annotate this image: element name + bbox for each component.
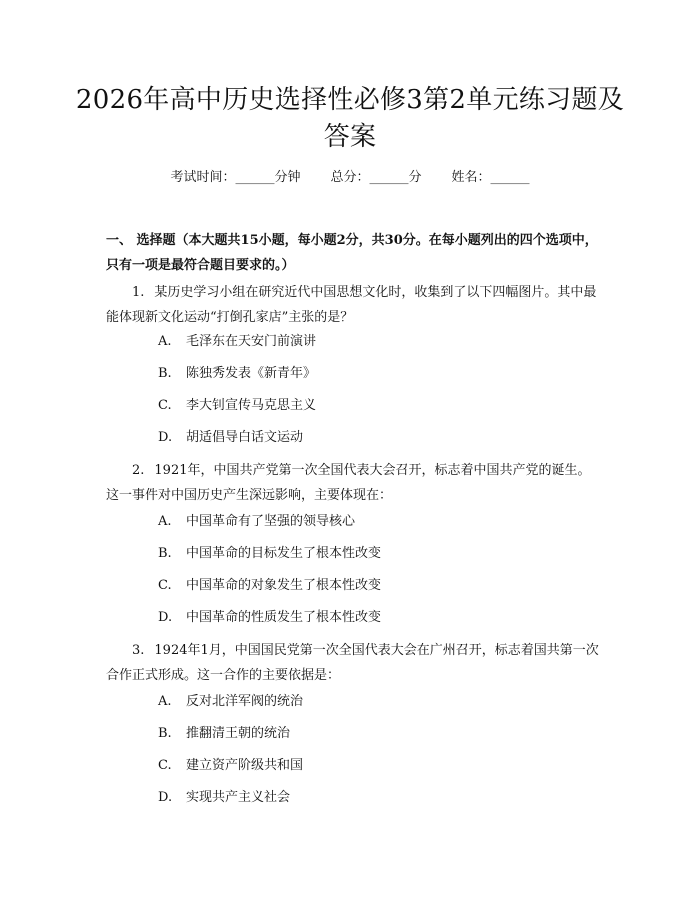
question-3-option-a xyxy=(158,693,588,711)
question-2-option-b xyxy=(158,545,588,563)
option-letter: C. xyxy=(158,758,172,773)
option-text: 反对北洋军阀的统治 xyxy=(186,694,304,709)
option-letter: D. xyxy=(158,790,173,805)
option-text: 毛泽东在天安门前演讲 xyxy=(186,334,317,349)
question-2-option-d xyxy=(158,609,588,627)
question-1 xyxy=(106,280,600,330)
option-letter: C. xyxy=(158,578,172,593)
option-letter: B. xyxy=(158,546,172,561)
question-1-option-b xyxy=(158,365,588,383)
question-1-option-c xyxy=(158,397,588,415)
exam-time-field: 考试时间：______分钟 xyxy=(170,170,301,185)
question-3-option-c xyxy=(158,757,588,775)
question-3 xyxy=(106,638,600,688)
option-letter: C. xyxy=(158,398,172,413)
option-text: 李大钊宣传马克思主义 xyxy=(186,398,317,413)
option-text: 中国革命的对象发生了根本性改变 xyxy=(186,578,382,593)
total-score-field: 总分：______分 xyxy=(330,170,422,185)
question-text: 1921年，中国共产党第一次全国代表大会召开，标志着中国共产党的诞生。这一事件对中国历史产生深远影响，主要体现在： xyxy=(106,463,591,503)
option-text: 陈独秀发表《新青年》 xyxy=(186,366,317,381)
option-text: 建立资产阶级共和国 xyxy=(186,758,304,773)
option-text: 中国革命的目标发生了根本性改变 xyxy=(186,546,382,561)
question-2-option-c xyxy=(158,577,588,595)
option-text: 中国革命的性质发生了根本性改变 xyxy=(186,610,382,625)
option-letter: D. xyxy=(158,610,173,625)
option-letter: A. xyxy=(158,694,172,709)
student-name-field: 姓名：______ xyxy=(451,170,530,185)
option-text: 实现共产主义社会 xyxy=(186,790,291,805)
question-1-option-a xyxy=(158,333,588,351)
option-text: 推翻清王朝的统治 xyxy=(186,726,291,741)
question-1-option-d xyxy=(158,429,588,447)
question-2 xyxy=(106,458,600,508)
option-letter: A. xyxy=(158,514,172,529)
question-number: 2. xyxy=(132,463,145,478)
section-heading: 一、 选择题（本大题共15小题，每小题2分，共30分。在每小题列出的四个选项中，只有一项是最符合题目要求的。） xyxy=(106,233,598,273)
option-letter: D. xyxy=(158,430,173,445)
question-text: 1924年1月，中国国民党第一次全国代表大会在广州召开，标志着国共第一次合作正式形成。这一合作的主要依据是： xyxy=(106,643,599,683)
question-number: 1. xyxy=(132,285,145,300)
question-2-option-a xyxy=(158,513,588,531)
option-letter: B. xyxy=(158,366,172,381)
question-number: 3. xyxy=(132,643,145,658)
document-title: 2026年高中历史选择性必修3第2单元练习题及答案 xyxy=(75,85,625,152)
option-letter: A. xyxy=(158,334,172,349)
question-3-option-d xyxy=(158,789,588,807)
option-text: 胡适倡导白话文运动 xyxy=(186,430,304,445)
question-text: 某历史学习小组在研究近代中国思想文化时，收集到了以下四幅图片。其中最能体现新文化运动“打倒孔家店”主张的是？ xyxy=(106,285,597,325)
option-letter: B. xyxy=(158,726,172,741)
option-text: 中国革命有了坚强的领导核心 xyxy=(186,514,356,529)
exam-meta xyxy=(0,169,700,187)
question-3-option-b xyxy=(158,725,588,743)
